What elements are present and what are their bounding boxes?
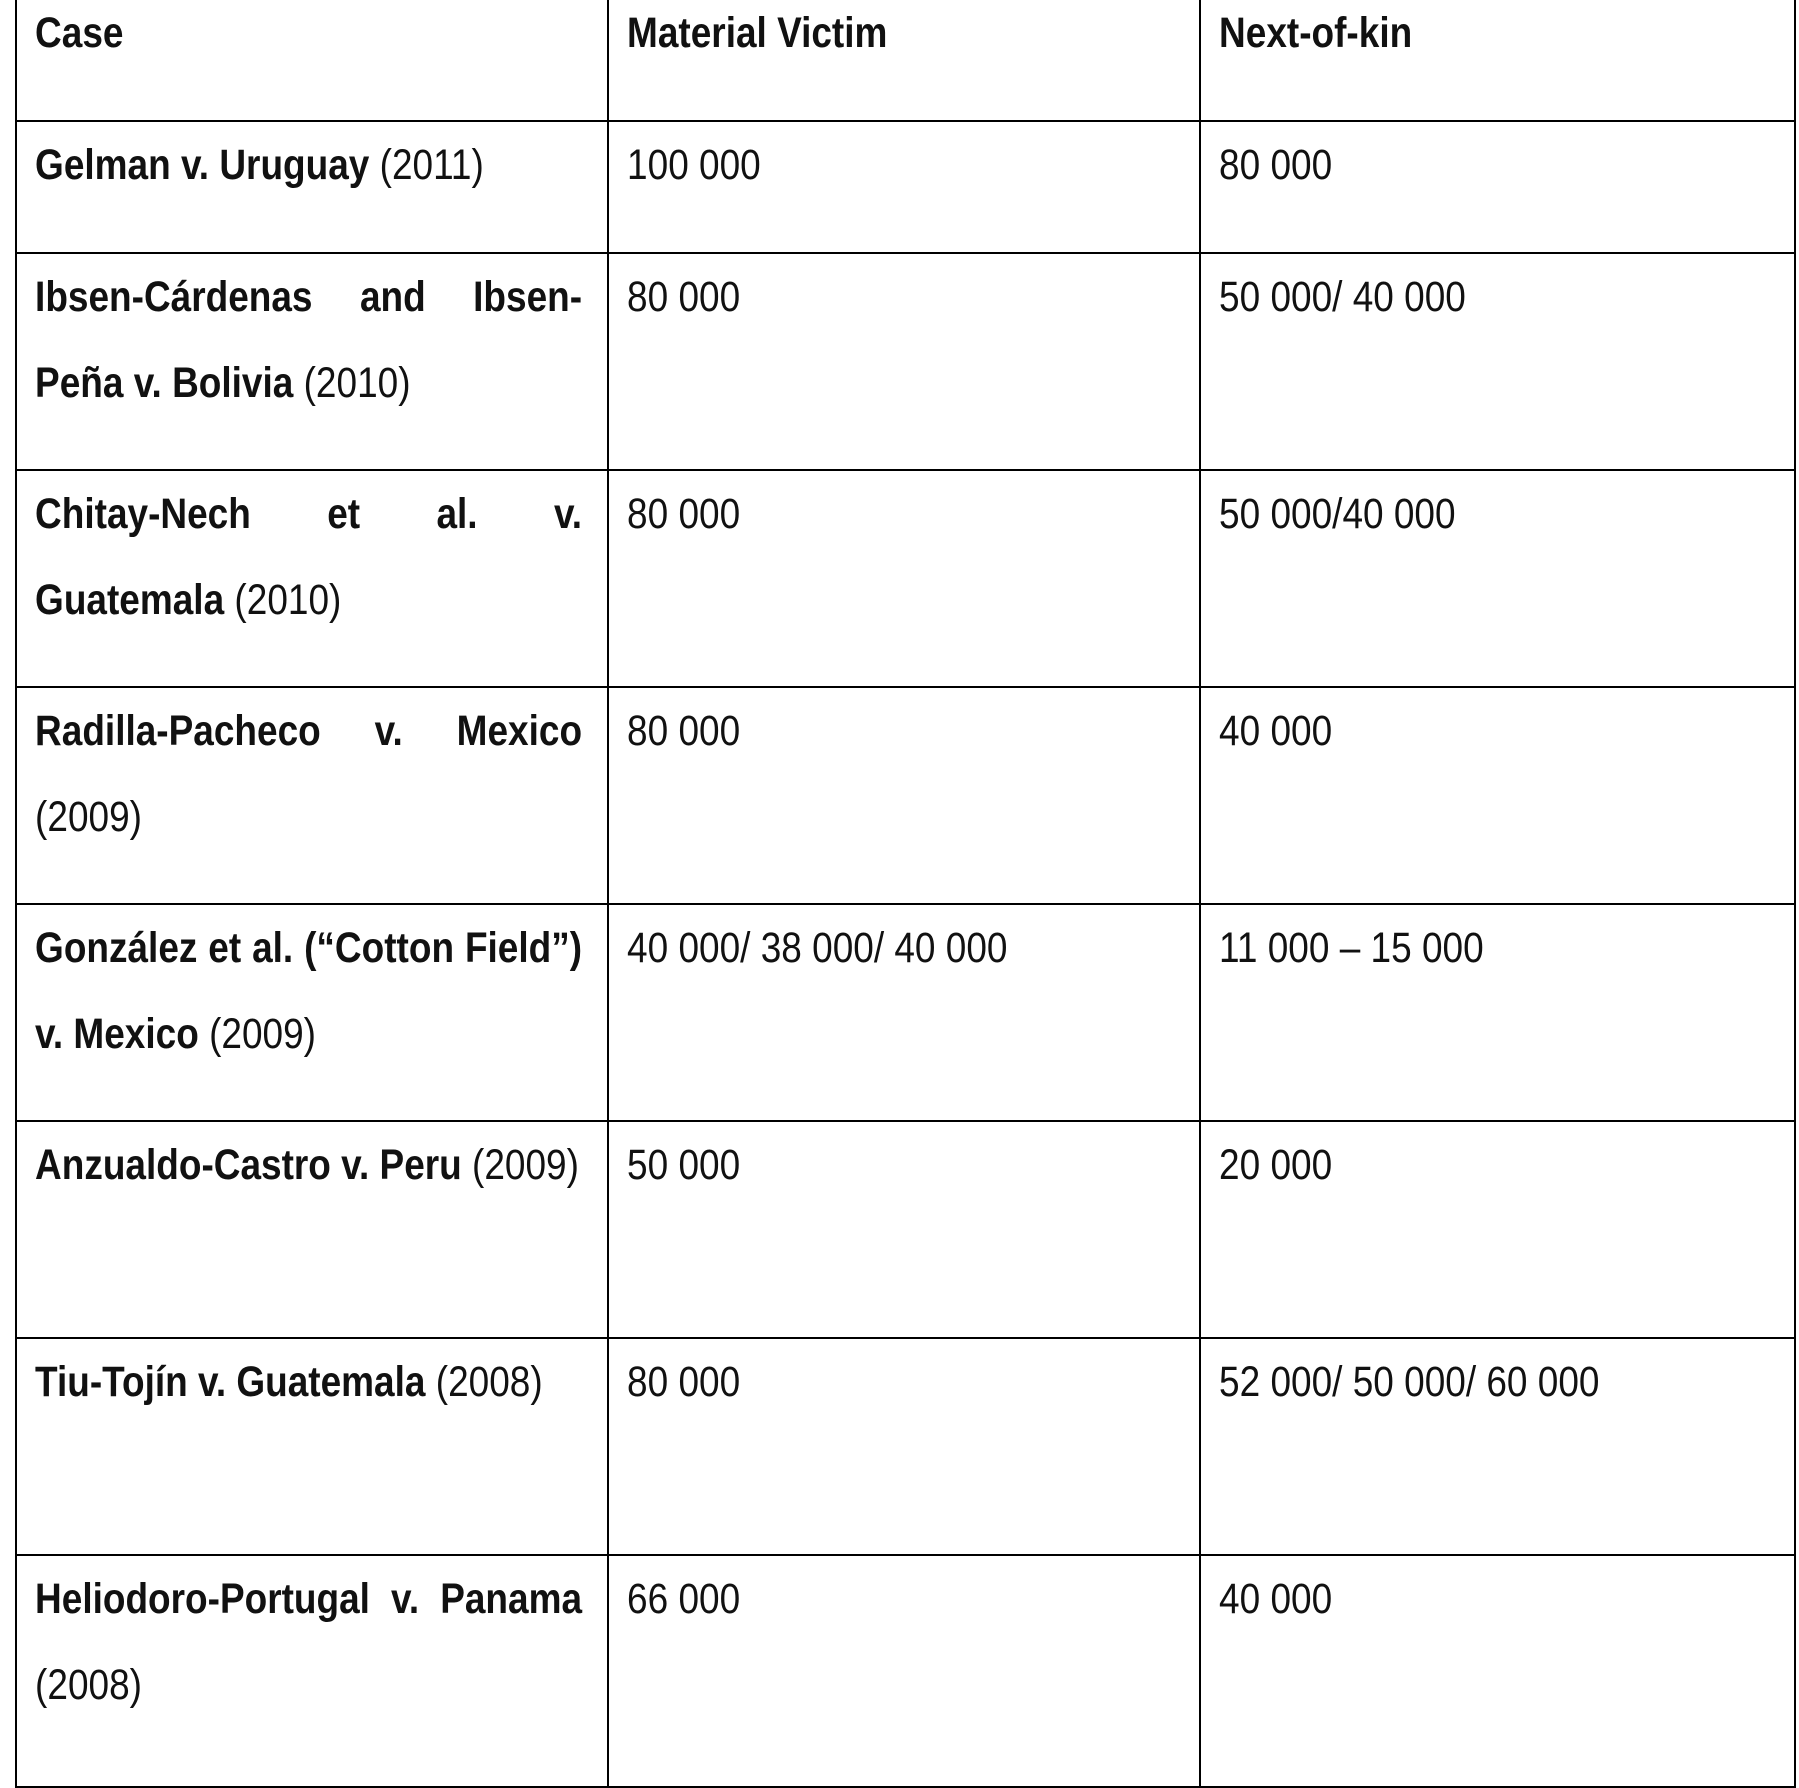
next-of-kin-cell xyxy=(1200,687,1795,904)
table-row xyxy=(16,470,1795,687)
case-cell xyxy=(16,1555,608,1787)
header-material-victim-cell xyxy=(608,0,1200,121)
table-row xyxy=(16,253,1795,470)
table-row xyxy=(16,121,1795,253)
material-victim-cell xyxy=(608,470,1200,687)
next-of-kin-cell xyxy=(1200,121,1795,253)
material-victim-value: 100 000 xyxy=(627,141,761,189)
case-name: Gelman v. Uruguay xyxy=(35,141,370,189)
material-victim-cell xyxy=(608,904,1200,1121)
material-victim-value: 66 000 xyxy=(627,1575,741,1623)
case-cell xyxy=(16,904,608,1121)
case-name: Tiu-Tojín v. Guatemala xyxy=(35,1358,426,1406)
material-victim-value: 50 000 xyxy=(627,1141,741,1189)
case-name: Anzualdo-Castro v. Peru xyxy=(35,1141,462,1189)
case-year: (2011) xyxy=(379,141,484,189)
material-victim-cell xyxy=(608,1555,1200,1787)
next-of-kin-cell xyxy=(1200,1338,1795,1555)
table-row xyxy=(16,687,1795,904)
case-cell xyxy=(16,1338,608,1555)
table-row xyxy=(16,1121,1795,1338)
next-of-kin-value: 11 000 – 15 000 xyxy=(1219,924,1484,972)
material-victim-cell xyxy=(608,253,1200,470)
case-year: (2010) xyxy=(234,576,342,624)
next-of-kin-value: 40 000 xyxy=(1219,707,1333,755)
next-of-kin-value: 52 000/ 50 000/ 60 000 xyxy=(1219,1358,1600,1406)
table-header-row xyxy=(16,0,1795,121)
case-year: (2009) xyxy=(35,793,142,841)
header-material-victim: Material Victim xyxy=(627,9,888,57)
next-of-kin-cell xyxy=(1200,904,1795,1121)
next-of-kin-cell xyxy=(1200,1121,1795,1338)
case-year: (2008) xyxy=(435,1358,543,1406)
case-name: Chitay-Nech et al. v. Guatemala xyxy=(35,490,583,624)
material-victim-value: 40 000/ 38 000/ 40 000 xyxy=(627,924,1008,972)
next-of-kin-value: 80 000 xyxy=(1219,141,1333,189)
material-victim-cell xyxy=(608,1121,1200,1338)
material-victim-value: 80 000 xyxy=(627,707,741,755)
material-victim-cell xyxy=(608,687,1200,904)
case-name: Ibsen-Cárdenas and Ibsen-Peña v. Bolivia xyxy=(35,273,583,407)
case-cell xyxy=(16,687,608,904)
next-of-kin-value: 50 000/40 000 xyxy=(1219,490,1456,538)
case-year: (2010) xyxy=(303,359,411,407)
case-name: Heliodoro-Portugal v. Panama xyxy=(35,1575,583,1623)
case-cell xyxy=(16,470,608,687)
case-year: (2009) xyxy=(472,1141,579,1189)
next-of-kin-value: 50 000/ 40 000 xyxy=(1219,273,1466,321)
header-next-of-kin: Next-of-kin xyxy=(1219,9,1413,57)
header-case: Case xyxy=(35,9,124,57)
next-of-kin-value: 40 000 xyxy=(1219,1575,1333,1623)
case-cell xyxy=(16,253,608,470)
material-victim-cell xyxy=(608,121,1200,253)
next-of-kin-cell xyxy=(1200,470,1795,687)
next-of-kin-cell xyxy=(1200,1555,1795,1787)
material-victim-value: 80 000 xyxy=(627,1358,741,1406)
table-row xyxy=(16,904,1795,1121)
next-of-kin-cell xyxy=(1200,253,1795,470)
case-cell xyxy=(16,1121,608,1338)
material-victim-value: 80 000 xyxy=(627,490,741,538)
material-victim-cell xyxy=(608,1338,1200,1555)
awards-table xyxy=(15,0,1796,1788)
case-name: Radilla-Pacheco v. Mexico xyxy=(35,707,583,755)
case-name: González et al. (“Cotton Field”) v. Mexico xyxy=(35,924,583,1058)
table-row xyxy=(16,1555,1795,1787)
header-next-of-kin-cell xyxy=(1200,0,1795,121)
table-row xyxy=(16,1338,1795,1555)
case-year: (2009) xyxy=(209,1010,316,1058)
case-cell xyxy=(16,121,608,253)
next-of-kin-value: 20 000 xyxy=(1219,1141,1333,1189)
case-year: (2008) xyxy=(35,1661,142,1709)
material-victim-value: 80 000 xyxy=(627,273,741,321)
header-case-cell xyxy=(16,0,608,121)
